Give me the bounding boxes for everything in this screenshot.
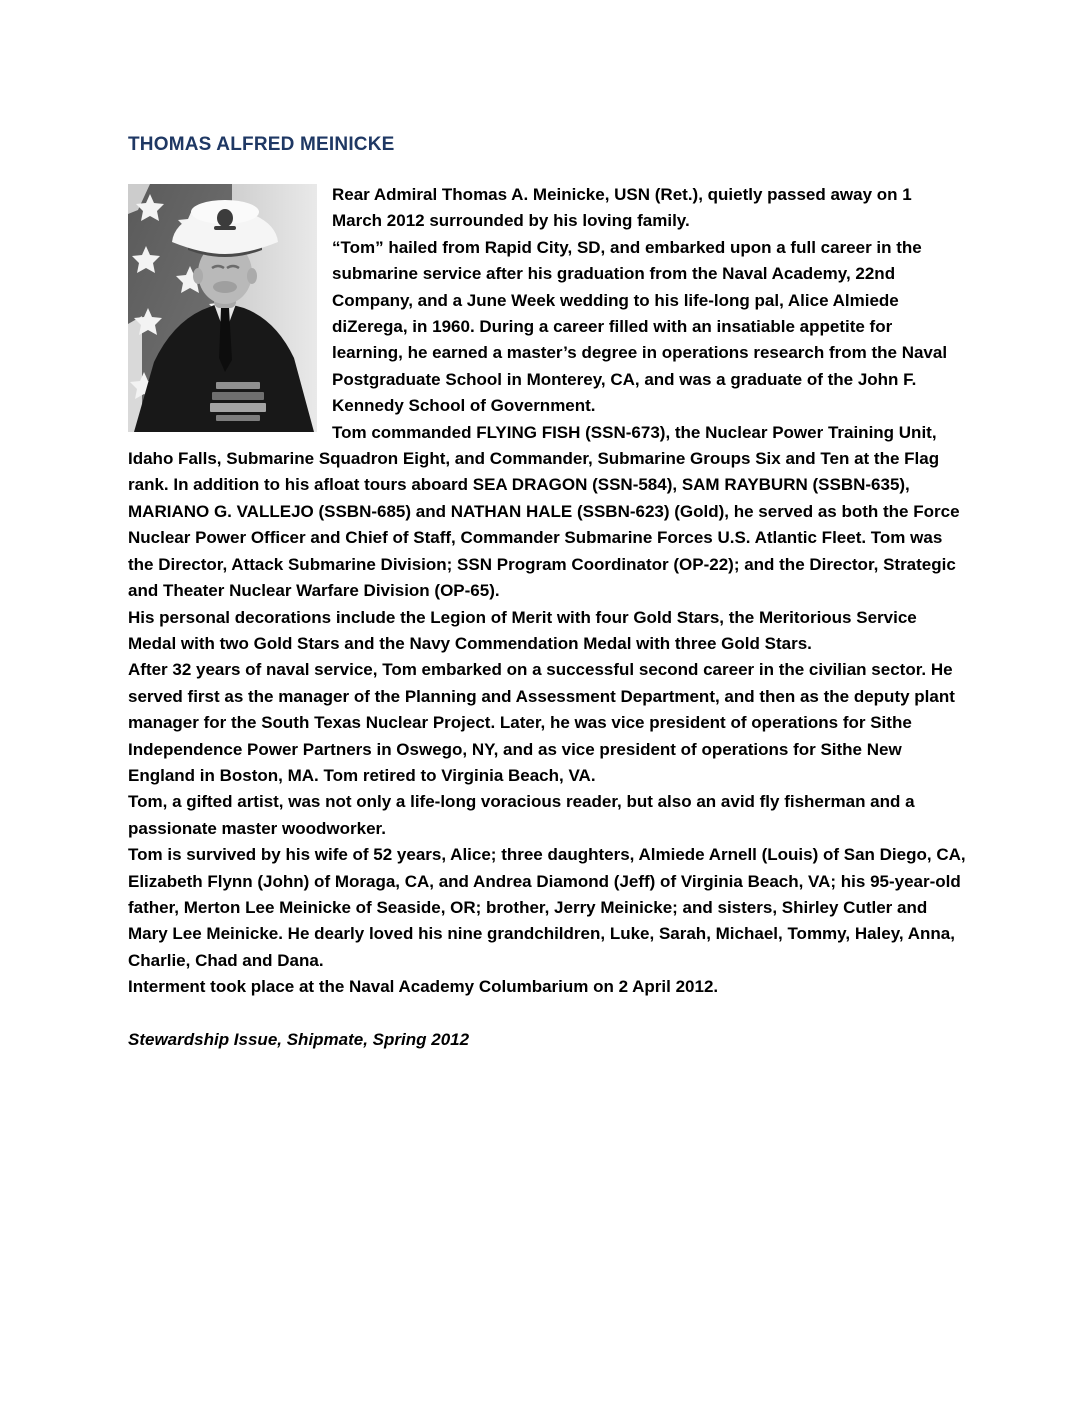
paragraph: Tom is survived by his wife of 52 years, Alice; three daughters, Almiede Arnell (Louis) of San Diego, CA, Elizabeth Flynn (John) of Moraga, CA, and Andrea Diamond (Jeff) of Virginia Beach, VA; his 95-year-old father, Merton Lee Meinicke of Seaside, OR; brother, Jerry Meinicke; and sisters, Shirley Cutler and Mary Lee Meinicke. He dearly loved his nine grandchildren, Luke, Sarah, Michael, Tommy, Haley, Anna, Charlie, Chad and Dana.	[128, 845, 966, 970]
officer-portrait-photo	[128, 184, 317, 432]
paragraph: Tom, a gifted artist, was not only a life-long voracious reader, but also an avid fly fisherman and a passionate master woodworker.	[128, 792, 915, 838]
officer-portrait-graphic	[128, 184, 317, 432]
paragraph: “Tom” hailed from Rapid City, SD, and embarked upon a full career in the submarine service after his graduation from the Naval Academy, 22nd Company, and a June Week wedding to his life-long pal, Alice Almiede diZerega, in 1960. During a career filled with an insatiable appetite for learning, he earned a master’s degree in operations research from the Naval Postgraduate School in Monterey, CA, and was a graduate of the John F. Kennedy School of Government.	[332, 237, 948, 416]
paragraph: Rear Admiral Thomas A. Meinicke, USN (Ret.), quietly passed away on 1 March 2012 surrounded by his loving family.	[332, 185, 912, 231]
page-title: THOMAS ALFRED MEINICKE	[128, 134, 395, 155]
paragraph: After 32 years of naval service, Tom embarked on a successful second career in the civilian sector. He served first as the manager of the Planning and Assessment Department, and then as the deputy plant manager for the South Texas Nuclear Project. Later, he was vice president of operations for Sithe Independence Power Partners in Oswego, NY, and as vice president of operations for Sithe New England in Boston, MA. Tom retired to Virginia Beach, VA.	[128, 660, 955, 785]
article-body	[128, 182, 966, 1053]
paragraph: His personal decorations include the Legion of Merit with four Gold Stars, the Meritorious Service Medal with two Gold Stars and the Navy Commendation Medal with three Gold Stars.	[128, 607, 917, 653]
paragraph: Tom commanded FLYING FISH (SSN-673), the Nuclear Power Training Unit, Idaho Falls, Submarine Squadron Eight, and Commander, Submarine Groups Six and Ten at the Flag rank. In addition to his afloat tours aboard SEA DRAGON (SSN-584), SAM RAYBURN (SSBN-635), MARIANO G. VALLEJO (SSBN-685) and NATHAN HALE (SSBN-623) (Gold), he served as both the Force Nuclear Power Officer and Chief of Staff, Commander Submarine Forces U.S. Atlantic Fleet. Tom was the Director, Attack Submarine Division; SSN Program Coordinator (OP-22); and the Director, Strategic and Theater Nuclear Warfare Division (OP-65).	[128, 422, 960, 601]
obituary-article	[128, 134, 966, 1053]
paragraph: Interment took place at the Naval Academy Columbarium on 2 April 2012.	[128, 977, 719, 997]
footer-citation: Stewardship Issue, Shipmate, Spring 2012	[128, 1029, 470, 1049]
